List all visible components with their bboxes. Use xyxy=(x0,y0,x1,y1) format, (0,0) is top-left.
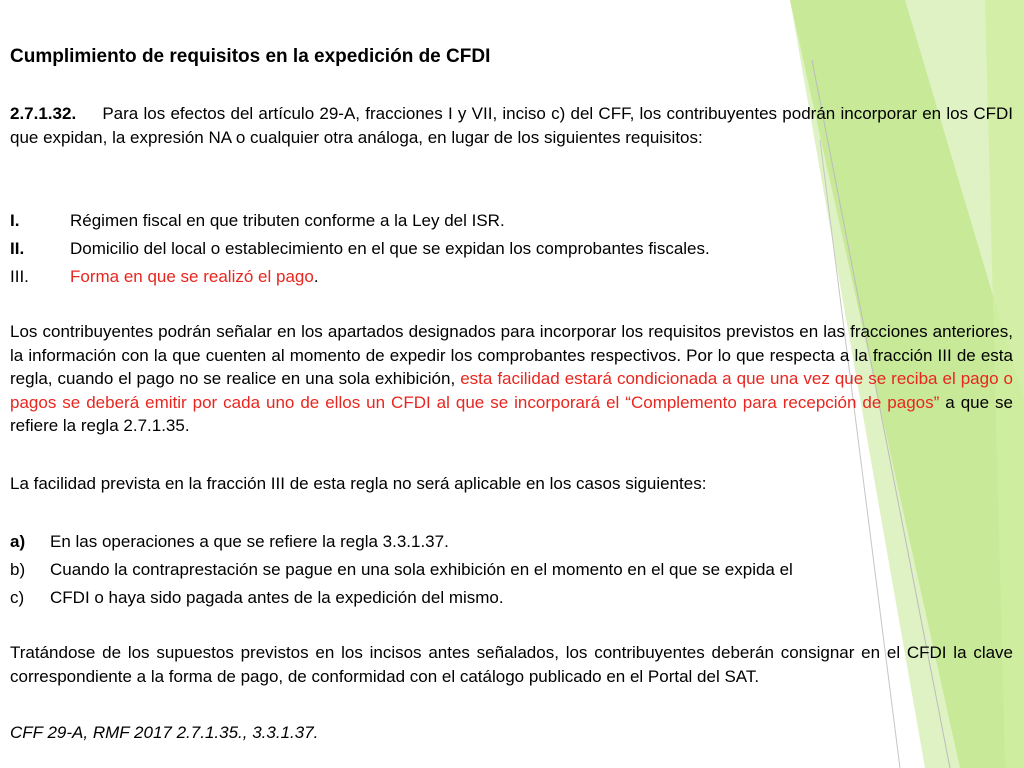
fraccion-mark: I. xyxy=(10,211,20,230)
inciso-mark: c) xyxy=(10,588,25,607)
intro-text: Para los efectos del artículo 29-A, fracciones I y VII, inciso c) del CFF, los contribuyentes podrán incorporar en los CFDI que expidan, la expresión NA o cualquier otra análoga, en lugar de los siguientes requisitos: xyxy=(10,104,1013,147)
paragraph-2-highlight: esta facilidad estará condicionada a que una vez que se reciba el pago o pagos se deberá emitir por cada uno de ellos un CFDI al que se incorporará el “Complemento para recepción de pagos” xyxy=(10,369,1014,412)
fraccion-mark: III. xyxy=(10,267,29,286)
inciso-text: CFDI o haya sido pagada antes de la expedición del mismo. xyxy=(50,588,504,607)
page-title: Cumplimiento de requisitos en la expedición de CFDI xyxy=(10,46,491,67)
paragraph-2-text: Los contribuyentes podrán señalar en los apartados designados para incorporar los requisitos previstos en las fracciones anteriores, la información con la que cuenten al momento de expedir los comprobantes respectivos. Por lo que respecta a la fracción III de esta regla, cuando el pago no se realice en una sola exhibición, xyxy=(10,322,1013,388)
inciso-item xyxy=(10,586,1013,610)
fraccion-item xyxy=(10,265,1013,289)
rule-number: 2.7.1.32. xyxy=(10,104,77,123)
fraccion-text: Domicilio del local o establecimiento en el que se expidan los comprobantes fiscales. xyxy=(70,239,710,258)
fraccion-item xyxy=(10,209,1013,233)
fraccion-suffix: . xyxy=(313,267,319,286)
fraccion-item xyxy=(10,237,1013,261)
fraccion-text: Régimen fiscal en que tributen conforme a la Ley del ISR. xyxy=(70,211,505,230)
paragraph-2 xyxy=(10,320,1013,438)
inciso-mark: a) xyxy=(10,532,26,551)
inciso-item xyxy=(10,530,1013,554)
paragraph-2-end: a que se refiere la regla 2.7.1.35. xyxy=(10,392,1013,435)
paragraph-3: La facilidad prevista en la fracción III de esta regla no será aplicable en los casos siguientes: xyxy=(10,474,707,493)
intro-paragraph xyxy=(10,102,1013,149)
inciso-item xyxy=(10,558,1013,582)
inciso-mark: b) xyxy=(10,560,26,579)
inciso-text: Cuando la contraprestación se pague en una sola exhibición en el momento en el que se expida el xyxy=(50,560,793,579)
reference-line: CFF 29-A, RMF 2017 2.7.1.35., 3.3.1.37. xyxy=(10,723,319,742)
paragraph-4: Tratándose de los supuestos previstos en los incisos antes señalados, los contribuyentes deberán consignar en el CFDI la clave correspondiente a la forma de pago, de conformidad con el catálogo publicado en el Portal del SAT. xyxy=(10,643,1013,686)
inciso-text: En las operaciones a que se refiere la regla 3.3.1.37. xyxy=(50,532,449,551)
fraccion-mark: II. xyxy=(10,239,25,258)
fraccion-text: Forma en que se realizó el pago xyxy=(70,267,314,286)
